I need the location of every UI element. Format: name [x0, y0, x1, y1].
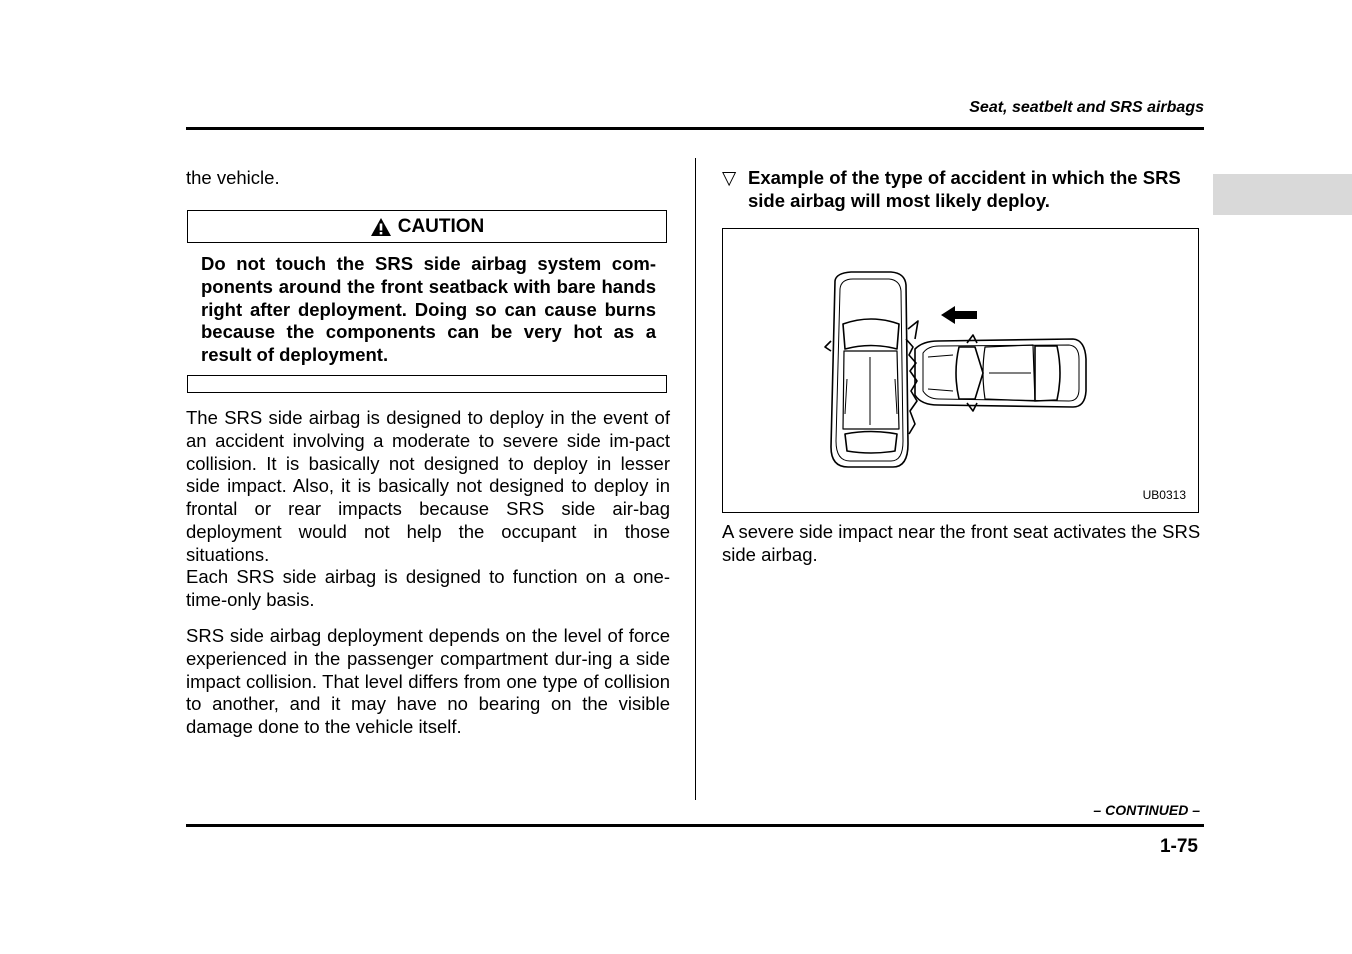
- page-number: 1-75: [1159, 836, 1198, 857]
- caution-header: [187, 210, 667, 243]
- triangle-marker-icon: ▽: [722, 167, 737, 188]
- figure-box: [722, 228, 1199, 513]
- side-impact-illustration: [723, 229, 1198, 512]
- footer-rule: [186, 824, 1204, 827]
- caution-text: Do not touch the SRS side airbag system com-ponents around the front seatback with bare hands right after deployment. Doing so can cause burns because the components can be very hot as a result of deployment.: [201, 253, 656, 366]
- column-divider: [695, 158, 696, 800]
- section-title: Seat, seatbelt and SRS airbags: [969, 99, 1204, 116]
- paragraph-one-time: Each SRS side airbag is designed to function on a one-time-only basis.: [186, 566, 670, 610]
- figure-code: UB0313: [1142, 488, 1186, 502]
- paragraph-deployment-scope: The SRS side airbag is designed to deploy in the event of an accident involving a moderate to severe side im-pact collision. It is basically not designed to deploy in lesser side impact. Also, it is basically not designed to deploy in frontal or rear impacts because SRS side air-bag deployment would not help the occupant in those situations.: [186, 407, 670, 565]
- intro-fragment: the vehicle.: [186, 167, 280, 188]
- paragraph-force-level: SRS side airbag deployment depends on the level of force experienced in the passenger compartment dur-ing a side impact collision. That level differs from one type of collision to another, and it may have no bearing on the visible damage done to the vehicle itself.: [186, 625, 670, 738]
- figure-heading: [722, 167, 1202, 213]
- header-rule: [186, 127, 1204, 130]
- chapter-tab: [1213, 174, 1352, 215]
- continued-marker: – CONTINUED –: [1093, 802, 1200, 818]
- caution-label: CAUTION: [397, 215, 485, 237]
- warning-icon: [370, 217, 392, 237]
- figure-caption: A severe side impact near the front seat activates the SRS side airbag.: [722, 521, 1201, 565]
- figure-heading-text: Example of the type of accident in which the SRS side airbag will most likely deploy.: [748, 167, 1181, 211]
- caution-end-bar: [187, 375, 667, 393]
